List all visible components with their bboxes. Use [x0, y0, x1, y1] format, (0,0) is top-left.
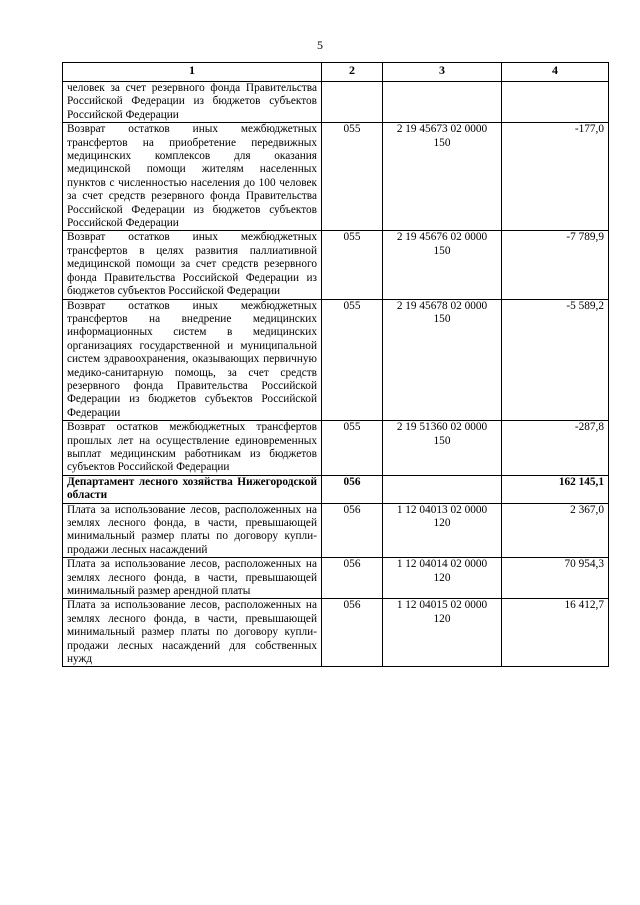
table-row: [63, 599, 609, 667]
table-header-row: [63, 63, 609, 82]
table-row: [63, 231, 609, 299]
cell-budget-class-code: [383, 475, 502, 503]
column-header-4: 4: [502, 63, 609, 82]
cell-budget-class-code: 2 19 45676 02 0000 150: [383, 231, 502, 299]
cell-name: Возврат остатков иных межбюджетных трансфертов в целях развития паллиативной медицинской помощи за счет средств резервного фонда Правительства Российской Федерации из бюджетов субъектов Российской Федерации: [63, 231, 322, 299]
cell-name: Департамент лесного хозяйства Нижегородской области: [63, 475, 322, 503]
cell-name: Возврат остатков межбюджетных трансфертов прошлых лет на осуществление единовременных выплат медицинским работникам из бюджетов субъектов Российской Федерации: [63, 421, 322, 476]
table-row: [63, 421, 609, 476]
table-row: [63, 558, 609, 599]
cell-admin-code: 055: [322, 299, 383, 421]
cell-budget-class-code: 1 12 04013 02 0000 120: [383, 503, 502, 558]
cell-name: Плата за использование лесов, расположенных на землях лесного фонда, в части, превышающей минимальный размер платы по договору купли-продажи лесных насаждений для собственных нужд: [63, 599, 322, 667]
cell-amount: 16 412,7: [502, 599, 609, 667]
column-header-3: 3: [383, 63, 502, 82]
column-header-2: 2: [322, 63, 383, 82]
page-number: 5: [317, 38, 323, 52]
table-row: [63, 123, 609, 231]
cell-admin-code: 056: [322, 558, 383, 599]
cell-admin-code: 055: [322, 231, 383, 299]
cell-admin-code: 056: [322, 475, 383, 503]
cell-budget-class-code: 2 19 45678 02 0000 150: [383, 299, 502, 421]
table-body: [63, 82, 609, 667]
table-row: [63, 475, 609, 503]
cell-budget-class-code: 2 19 51360 02 0000 150: [383, 421, 502, 476]
table-row: [63, 82, 609, 123]
cell-amount: 162 145,1: [502, 475, 609, 503]
cell-amount: -7 789,9: [502, 231, 609, 299]
cell-name: Возврат остатков иных межбюджетных трансфертов на внедрение медицинских информационных систем в медицинских организациях государственной и муниципальной систем здравоохранения, оказывающих первичную медико-санитарную помощь, за счет средств резервного фонда Правительства Российской Федерации из бюджетов субъектов Российской Федерации: [63, 299, 322, 421]
cell-amount: 2 367,0: [502, 503, 609, 558]
cell-admin-code: [322, 82, 383, 123]
cell-budget-class-code: 1 12 04015 02 0000 120: [383, 599, 502, 667]
cell-budget-class-code: [383, 82, 502, 123]
cell-name: Плата за использование лесов, расположенных на землях лесного фонда, в части, превышающей минимальный размер платы по договору купли-продажи лесных насаждений: [63, 503, 322, 558]
cell-amount: -287,8: [502, 421, 609, 476]
cell-amount: -177,0: [502, 123, 609, 231]
cell-amount: [502, 82, 609, 123]
cell-amount: 70 954,3: [502, 558, 609, 599]
cell-admin-code: 055: [322, 123, 383, 231]
column-header-1: 1: [63, 63, 322, 82]
cell-budget-class-code: 1 12 04014 02 0000 120: [383, 558, 502, 599]
cell-budget-class-code: 2 19 45673 02 0000 150: [383, 123, 502, 231]
cell-name: человек за счет резервного фонда Правительства Российской Федерации из бюджетов субъектов Российской Федерации: [63, 82, 322, 123]
cell-amount: -5 589,2: [502, 299, 609, 421]
table-row: [63, 299, 609, 421]
cell-admin-code: 055: [322, 421, 383, 476]
cell-name: Плата за использование лесов, расположенных на землях лесного фонда, в части, превышающей минимальный размер арендной платы: [63, 558, 322, 599]
cell-admin-code: 056: [322, 503, 383, 558]
revenue-table: [62, 62, 609, 667]
cell-admin-code: 056: [322, 599, 383, 667]
table-row: [63, 503, 609, 558]
cell-name: Возврат остатков иных межбюджетных трансфертов на приобретение передвижных медицинских комплексов для оказания медицинской помощи жителям населенных пунктов с численностью населения до 100 человек за счет средств резервного фонда Правительства Российской Федерации из бюджетов субъектов Российской Федерации: [63, 123, 322, 231]
